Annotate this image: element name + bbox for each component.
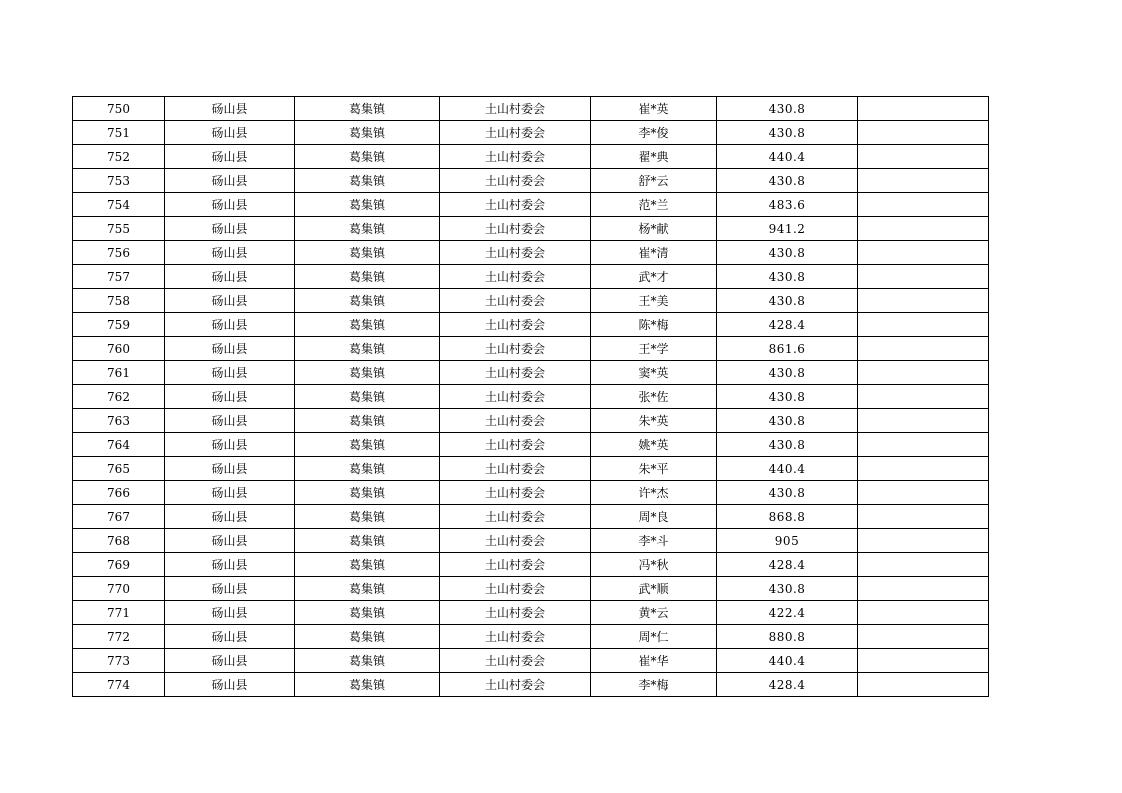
village-cell: 土山村委会	[440, 337, 591, 361]
note-cell	[858, 433, 989, 457]
village-cell: 土山村委会	[440, 289, 591, 313]
county-cell: 砀山县	[165, 673, 295, 697]
row-number-cell: 767	[73, 505, 165, 529]
village-cell: 土山村委会	[440, 577, 591, 601]
amount-cell: 430.8	[717, 385, 858, 409]
table-row	[73, 97, 989, 121]
name-cell: 翟*典	[591, 145, 717, 169]
town-cell: 葛集镇	[295, 337, 440, 361]
county-cell: 砀山县	[165, 625, 295, 649]
county-cell: 砀山县	[165, 457, 295, 481]
village-cell: 土山村委会	[440, 505, 591, 529]
name-cell: 许*杰	[591, 481, 717, 505]
row-number-cell: 760	[73, 337, 165, 361]
name-cell: 李*梅	[591, 673, 717, 697]
row-number-cell: 766	[73, 481, 165, 505]
county-cell: 砀山县	[165, 121, 295, 145]
county-cell: 砀山县	[165, 649, 295, 673]
name-cell: 周*仁	[591, 625, 717, 649]
document-sheet	[72, 96, 989, 697]
amount-cell: 880.8	[717, 625, 858, 649]
town-cell: 葛集镇	[295, 625, 440, 649]
row-number-cell: 769	[73, 553, 165, 577]
village-cell: 土山村委会	[440, 121, 591, 145]
village-cell: 土山村委会	[440, 97, 591, 121]
town-cell: 葛集镇	[295, 361, 440, 385]
village-cell: 土山村委会	[440, 169, 591, 193]
amount-cell: 430.8	[717, 97, 858, 121]
name-cell: 窦*英	[591, 361, 717, 385]
table-row	[73, 673, 989, 697]
table-row	[73, 169, 989, 193]
county-cell: 砀山县	[165, 337, 295, 361]
table-row	[73, 385, 989, 409]
note-cell	[858, 265, 989, 289]
amount-cell: 430.8	[717, 169, 858, 193]
row-number-cell: 774	[73, 673, 165, 697]
county-cell: 砀山县	[165, 97, 295, 121]
row-number-cell: 752	[73, 145, 165, 169]
row-number-cell: 770	[73, 577, 165, 601]
town-cell: 葛集镇	[295, 433, 440, 457]
note-cell	[858, 481, 989, 505]
row-number-cell: 771	[73, 601, 165, 625]
name-cell: 周*良	[591, 505, 717, 529]
note-cell	[858, 529, 989, 553]
village-cell: 土山村委会	[440, 529, 591, 553]
village-cell: 土山村委会	[440, 193, 591, 217]
town-cell: 葛集镇	[295, 97, 440, 121]
note-cell	[858, 217, 989, 241]
town-cell: 葛集镇	[295, 145, 440, 169]
table-row	[73, 121, 989, 145]
county-cell: 砀山县	[165, 217, 295, 241]
table-row	[73, 265, 989, 289]
table-row	[73, 529, 989, 553]
town-cell: 葛集镇	[295, 649, 440, 673]
note-cell	[858, 385, 989, 409]
village-cell: 土山村委会	[440, 145, 591, 169]
table-row	[73, 433, 989, 457]
note-cell	[858, 169, 989, 193]
note-cell	[858, 241, 989, 265]
name-cell: 范*兰	[591, 193, 717, 217]
town-cell: 葛集镇	[295, 601, 440, 625]
town-cell: 葛集镇	[295, 409, 440, 433]
town-cell: 葛集镇	[295, 313, 440, 337]
amount-cell: 430.8	[717, 361, 858, 385]
county-cell: 砀山县	[165, 481, 295, 505]
amount-cell: 440.4	[717, 649, 858, 673]
table-row	[73, 217, 989, 241]
village-cell: 土山村委会	[440, 241, 591, 265]
amount-cell: 430.8	[717, 577, 858, 601]
county-cell: 砀山县	[165, 505, 295, 529]
county-cell: 砀山县	[165, 385, 295, 409]
town-cell: 葛集镇	[295, 217, 440, 241]
town-cell: 葛集镇	[295, 577, 440, 601]
note-cell	[858, 577, 989, 601]
amount-cell: 428.4	[717, 313, 858, 337]
name-cell: 崔*华	[591, 649, 717, 673]
village-cell: 土山村委会	[440, 217, 591, 241]
note-cell	[858, 649, 989, 673]
row-number-cell: 768	[73, 529, 165, 553]
row-number-cell: 773	[73, 649, 165, 673]
name-cell: 舒*云	[591, 169, 717, 193]
town-cell: 葛集镇	[295, 673, 440, 697]
county-cell: 砀山县	[165, 409, 295, 433]
note-cell	[858, 673, 989, 697]
county-cell: 砀山县	[165, 361, 295, 385]
row-number-cell: 756	[73, 241, 165, 265]
name-cell: 王*学	[591, 337, 717, 361]
village-cell: 土山村委会	[440, 385, 591, 409]
village-cell: 土山村委会	[440, 649, 591, 673]
row-number-cell: 751	[73, 121, 165, 145]
table-row	[73, 553, 989, 577]
note-cell	[858, 145, 989, 169]
name-cell: 姚*英	[591, 433, 717, 457]
table-row	[73, 145, 989, 169]
village-cell: 土山村委会	[440, 553, 591, 577]
village-cell: 土山村委会	[440, 433, 591, 457]
amount-cell: 430.8	[717, 265, 858, 289]
row-number-cell: 761	[73, 361, 165, 385]
amount-cell: 430.8	[717, 409, 858, 433]
name-cell: 李*斗	[591, 529, 717, 553]
amount-cell: 428.4	[717, 553, 858, 577]
note-cell	[858, 625, 989, 649]
name-cell: 黄*云	[591, 601, 717, 625]
town-cell: 葛集镇	[295, 457, 440, 481]
village-cell: 土山村委会	[440, 457, 591, 481]
name-cell: 崔*英	[591, 97, 717, 121]
amount-cell: 861.6	[717, 337, 858, 361]
name-cell: 冯*秋	[591, 553, 717, 577]
county-cell: 砀山县	[165, 601, 295, 625]
name-cell: 朱*平	[591, 457, 717, 481]
note-cell	[858, 289, 989, 313]
town-cell: 葛集镇	[295, 505, 440, 529]
table-row	[73, 241, 989, 265]
row-number-cell: 762	[73, 385, 165, 409]
name-cell: 崔*清	[591, 241, 717, 265]
amount-cell: 430.8	[717, 481, 858, 505]
county-cell: 砀山县	[165, 265, 295, 289]
row-number-cell: 758	[73, 289, 165, 313]
village-cell: 土山村委会	[440, 265, 591, 289]
amount-cell: 440.4	[717, 145, 858, 169]
town-cell: 葛集镇	[295, 121, 440, 145]
amount-cell: 440.4	[717, 457, 858, 481]
name-cell: 李*俊	[591, 121, 717, 145]
note-cell	[858, 97, 989, 121]
amount-cell: 430.8	[717, 433, 858, 457]
town-cell: 葛集镇	[295, 169, 440, 193]
name-cell: 杨*献	[591, 217, 717, 241]
note-cell	[858, 193, 989, 217]
town-cell: 葛集镇	[295, 289, 440, 313]
county-cell: 砀山县	[165, 553, 295, 577]
table-body	[73, 97, 989, 697]
amount-cell: 430.8	[717, 121, 858, 145]
county-cell: 砀山县	[165, 313, 295, 337]
town-cell: 葛集镇	[295, 385, 440, 409]
row-number-cell: 765	[73, 457, 165, 481]
town-cell: 葛集镇	[295, 553, 440, 577]
village-cell: 土山村委会	[440, 625, 591, 649]
name-cell: 陈*梅	[591, 313, 717, 337]
note-cell	[858, 121, 989, 145]
county-cell: 砀山县	[165, 193, 295, 217]
note-cell	[858, 313, 989, 337]
row-number-cell: 759	[73, 313, 165, 337]
row-number-cell: 754	[73, 193, 165, 217]
table-row	[73, 361, 989, 385]
note-cell	[858, 337, 989, 361]
note-cell	[858, 553, 989, 577]
village-cell: 土山村委会	[440, 481, 591, 505]
table-row	[73, 577, 989, 601]
county-cell: 砀山县	[165, 241, 295, 265]
amount-cell: 430.8	[717, 241, 858, 265]
town-cell: 葛集镇	[295, 265, 440, 289]
name-cell: 朱*英	[591, 409, 717, 433]
note-cell	[858, 601, 989, 625]
county-cell: 砀山县	[165, 289, 295, 313]
note-cell	[858, 361, 989, 385]
row-number-cell: 763	[73, 409, 165, 433]
village-cell: 土山村委会	[440, 313, 591, 337]
row-number-cell: 750	[73, 97, 165, 121]
town-cell: 葛集镇	[295, 481, 440, 505]
town-cell: 葛集镇	[295, 193, 440, 217]
village-cell: 土山村委会	[440, 673, 591, 697]
village-cell: 土山村委会	[440, 601, 591, 625]
table-row	[73, 193, 989, 217]
county-cell: 砀山县	[165, 577, 295, 601]
row-number-cell: 757	[73, 265, 165, 289]
table-row	[73, 313, 989, 337]
name-cell: 武*顺	[591, 577, 717, 601]
table-row	[73, 481, 989, 505]
table-row	[73, 649, 989, 673]
amount-cell: 430.8	[717, 289, 858, 313]
county-cell: 砀山县	[165, 145, 295, 169]
county-cell: 砀山县	[165, 169, 295, 193]
amount-cell: 868.8	[717, 505, 858, 529]
table-row	[73, 505, 989, 529]
table-row	[73, 457, 989, 481]
row-number-cell: 764	[73, 433, 165, 457]
amount-cell: 905	[717, 529, 858, 553]
data-table	[72, 96, 989, 697]
name-cell: 王*美	[591, 289, 717, 313]
name-cell: 武*才	[591, 265, 717, 289]
note-cell	[858, 505, 989, 529]
county-cell: 砀山县	[165, 529, 295, 553]
table-row	[73, 337, 989, 361]
table-row	[73, 409, 989, 433]
village-cell: 土山村委会	[440, 361, 591, 385]
amount-cell: 422.4	[717, 601, 858, 625]
town-cell: 葛集镇	[295, 529, 440, 553]
name-cell: 张*佐	[591, 385, 717, 409]
amount-cell: 483.6	[717, 193, 858, 217]
table-row	[73, 601, 989, 625]
amount-cell: 941.2	[717, 217, 858, 241]
county-cell: 砀山县	[165, 433, 295, 457]
table-row	[73, 625, 989, 649]
village-cell: 土山村委会	[440, 409, 591, 433]
town-cell: 葛集镇	[295, 241, 440, 265]
amount-cell: 428.4	[717, 673, 858, 697]
note-cell	[858, 457, 989, 481]
row-number-cell: 755	[73, 217, 165, 241]
note-cell	[858, 409, 989, 433]
row-number-cell: 772	[73, 625, 165, 649]
table-row	[73, 289, 989, 313]
row-number-cell: 753	[73, 169, 165, 193]
